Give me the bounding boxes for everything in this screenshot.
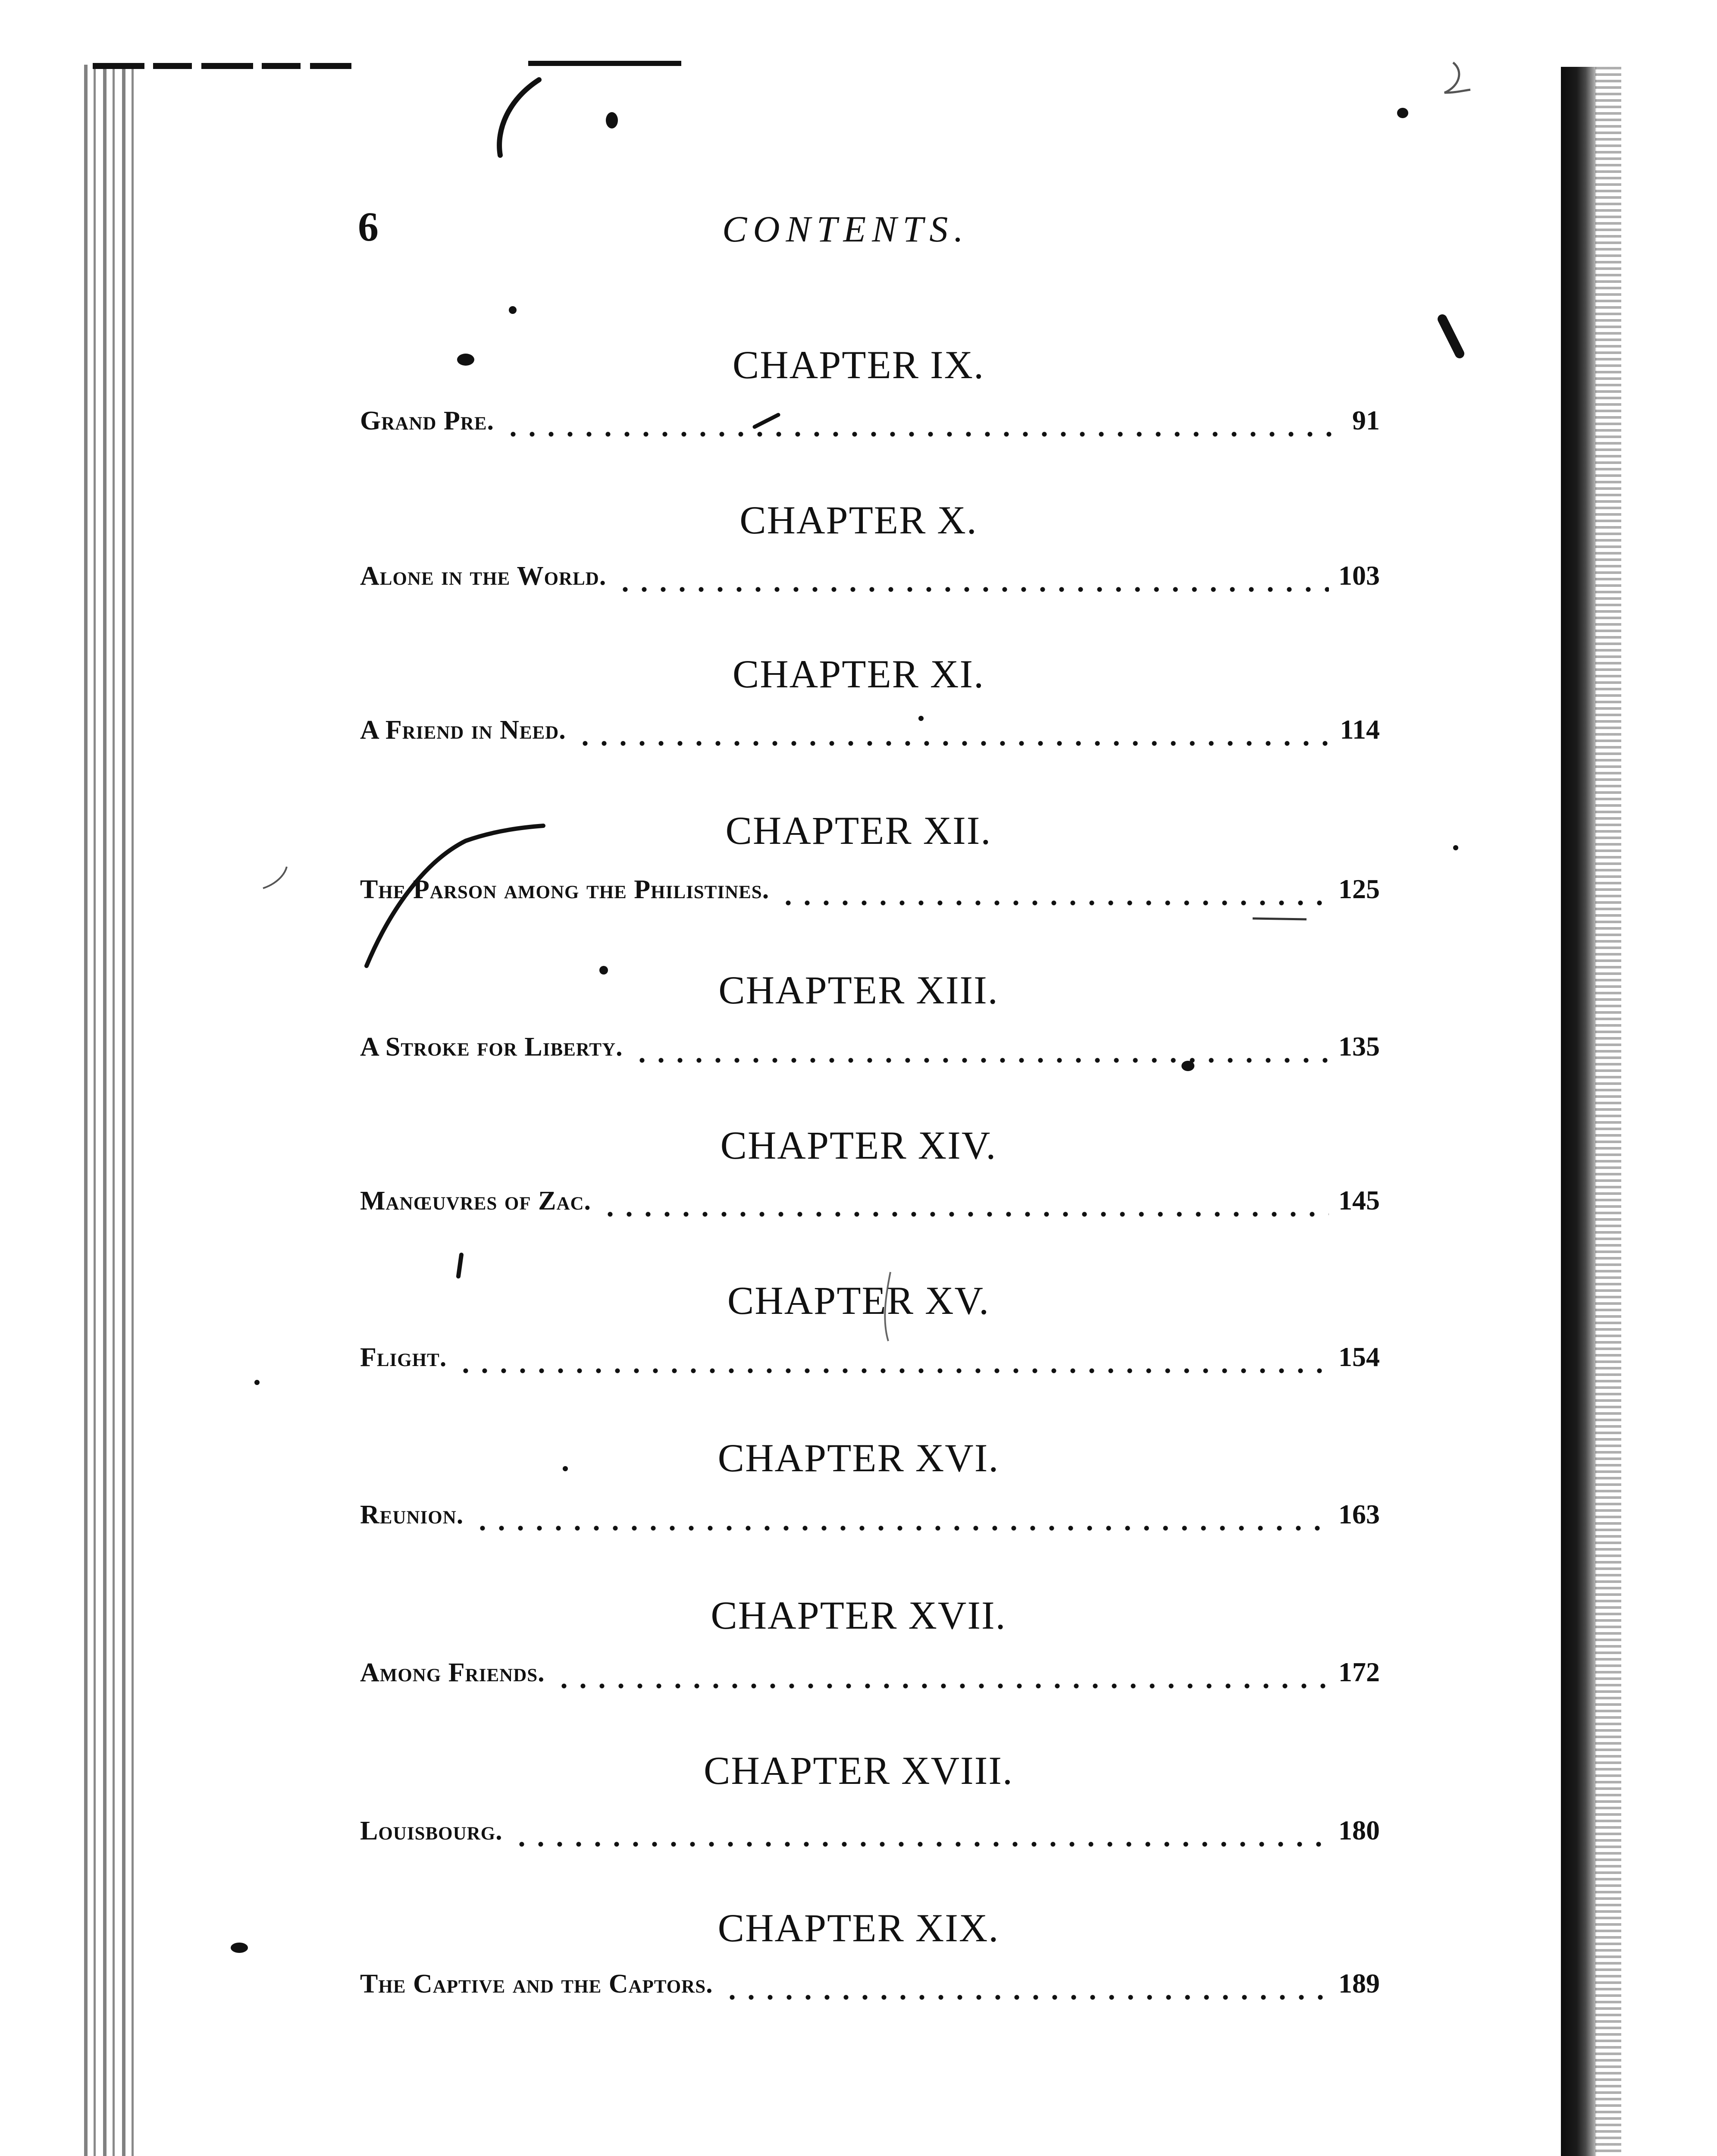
- chapter-heading: CHAPTER XII.: [725, 808, 992, 852]
- toc-entry: [360, 1343, 1380, 1378]
- toc-entry: [360, 1187, 1380, 1221]
- toc-entry: [360, 716, 1380, 750]
- toc-entry-page: 180: [1338, 1815, 1380, 1846]
- toc-entry-title: Louisbourg.: [360, 1816, 503, 1846]
- toc-entry-page: 103: [1338, 560, 1380, 591]
- toc-entry: [360, 1658, 1380, 1693]
- toc-entry-title: Among Friends.: [360, 1658, 545, 1687]
- dot-leader: [576, 739, 1331, 748]
- chapter-heading: CHAPTER X.: [739, 498, 978, 542]
- toc-entry-page: 154: [1338, 1341, 1380, 1372]
- chapter-heading: CHAPTER XIV.: [720, 1123, 997, 1167]
- toc-entry-page: 172: [1338, 1657, 1380, 1687]
- chapter-heading: CHAPTER XVIII.: [704, 1749, 1013, 1792]
- toc-entry-page: 114: [1340, 714, 1380, 745]
- toc-entry-title: Flight.: [360, 1343, 447, 1372]
- toc-entry-page: 145: [1338, 1185, 1380, 1216]
- toc-entry-page: 125: [1338, 874, 1380, 904]
- toc-entry-page: 163: [1338, 1499, 1380, 1529]
- toc-entry: [360, 562, 1380, 596]
- dot-leader: [633, 1056, 1329, 1065]
- chapter-heading: CHAPTER XVI.: [718, 1436, 999, 1480]
- dot-leader: [473, 1524, 1329, 1532]
- toc-entry: [360, 407, 1380, 441]
- dot-leader: [723, 1993, 1329, 2002]
- running-head: CONTENTS.: [722, 208, 969, 250]
- toc-entry-page: 189: [1338, 1968, 1380, 1999]
- toc-entry: [360, 1501, 1380, 1535]
- toc-entry: [360, 1033, 1380, 1067]
- chapter-heading: CHAPTER XV.: [727, 1279, 990, 1322]
- toc-entry-title: A Friend in Need.: [360, 715, 566, 745]
- chapter-heading: CHAPTER XIX.: [718, 1906, 999, 1950]
- chapter-heading: CHAPTER XI.: [732, 652, 985, 696]
- dot-leader: [779, 899, 1329, 907]
- toc-entry-title: The Captive and the Captors.: [360, 1969, 713, 1999]
- toc-entry-title: The Parson among the Philistines.: [360, 875, 770, 904]
- toc-entry: [360, 1817, 1380, 1851]
- toc-entry: [360, 1970, 1380, 2004]
- dot-leader: [512, 1840, 1329, 1849]
- dot-leader: [616, 585, 1329, 594]
- chapter-heading: CHAPTER XVII.: [711, 1593, 1006, 1637]
- dot-leader: [601, 1210, 1329, 1219]
- chapter-heading: CHAPTER IX.: [732, 343, 985, 387]
- page-number: 6: [358, 204, 379, 250]
- toc-entry-title: A Stroke for Liberty.: [360, 1032, 623, 1062]
- toc-entry-title: Grand Pre.: [360, 406, 495, 436]
- dot-leader: [504, 430, 1343, 439]
- toc-entry-title: Reunion.: [360, 1500, 464, 1529]
- chapter-heading: CHAPTER XIII.: [718, 968, 999, 1012]
- toc-entry-title: Manœuvres of Zac.: [360, 1186, 592, 1216]
- dot-leader: [456, 1366, 1329, 1375]
- toc-entry-page: 91: [1352, 405, 1380, 436]
- toc-entry: [360, 875, 1380, 910]
- toc-entry-title: Alone in the World.: [360, 561, 607, 591]
- toc-entry-page: 135: [1338, 1031, 1380, 1062]
- dot-leader: [555, 1682, 1329, 1690]
